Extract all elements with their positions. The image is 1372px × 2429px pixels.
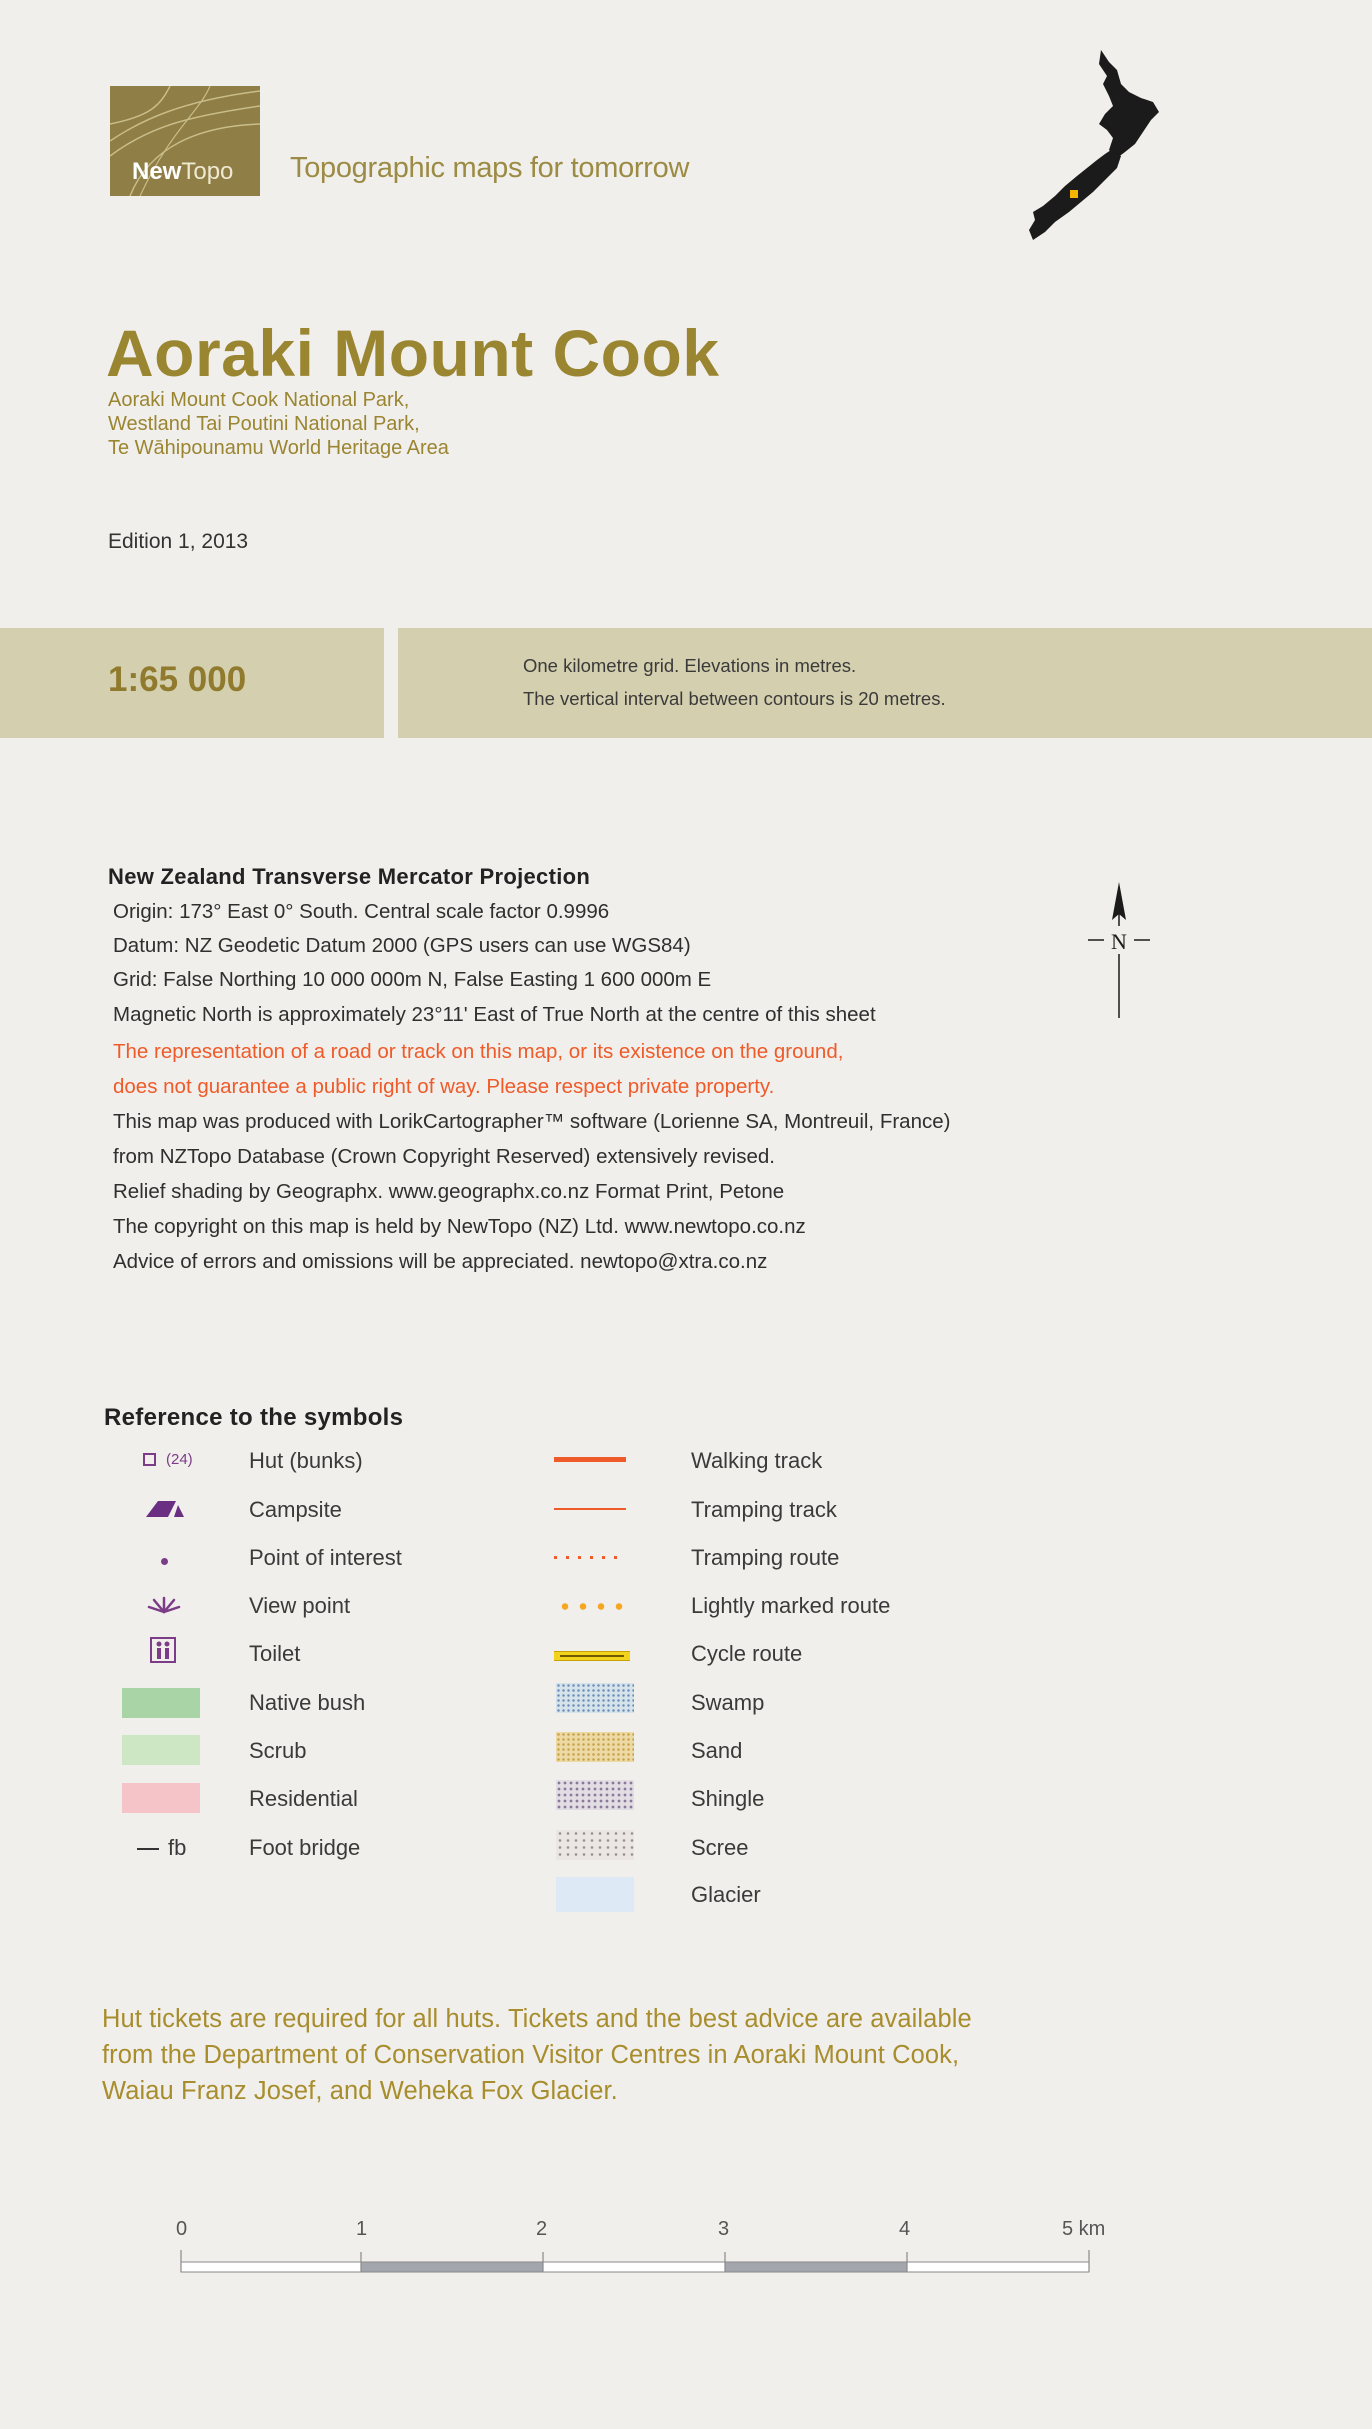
legend-label: Scrub [249, 1738, 307, 1763]
projection-line: Magnetic North is approximately 23°11' East of True North at the centre of this sheet [113, 1003, 876, 1026]
legend-label: Hut (bunks) [249, 1448, 363, 1473]
credit-line: This map was produced with LorikCartographer™ software (Lorienne SA, Montreuil, France) [113, 1110, 951, 1133]
subtitle-line: Westland Tai Poutini National Park, [108, 413, 420, 435]
sand-swatch [556, 1732, 634, 1762]
edition-label: Edition 1, 2013 [108, 530, 249, 553]
projection-line: Grid: False Northing 10 000 000m N, False Easting 1 600 000m E [113, 968, 712, 991]
legend-label: Point of interest [249, 1545, 402, 1570]
legend-label: Foot bridge [249, 1835, 361, 1860]
shingle-swatch [556, 1780, 634, 1810]
projection-heading: New Zealand Transverse Mercator Projection [108, 864, 591, 889]
swamp-swatch [556, 1683, 634, 1713]
legend-label: Sand [691, 1738, 743, 1763]
tramping-track-line [554, 1508, 626, 1510]
footbridge-icon [137, 1848, 159, 1850]
legend-label: Native bush [249, 1690, 366, 1715]
credit-line: The copyright on this map is held by NewTopo (NZ) Ltd. www.newtopo.co.nz [113, 1215, 806, 1238]
glacier-swatch [556, 1877, 634, 1912]
legend-label: Campsite [249, 1497, 342, 1522]
tagline: Topographic maps for tomorrow [290, 152, 690, 184]
north-island-shape [1099, 50, 1159, 158]
scalebar-tick-label: 4 [899, 2218, 911, 2240]
hut-ticket-note-line: Waiau Franz Josef, and Weheka Fox Glacier. [102, 2077, 618, 2105]
legend-label: Toilet [249, 1641, 301, 1666]
hut-ticket-note-line: from the Department of Conservation Visitor Centres in Aoraki Mount Cook, [102, 2041, 960, 2069]
legend-label: Scree [691, 1835, 749, 1860]
point-of-interest-icon [161, 1558, 168, 1565]
scale-band-right [398, 628, 1372, 738]
warning-line: The representation of a road or track on this map, or its existence on the ground, [113, 1040, 844, 1063]
legend-label: Residential [249, 1786, 358, 1811]
credit-line: Relief shading by Geographx. www.geographx.co.nz Format Print, Petone [113, 1180, 785, 1203]
distance-scalebar [180, 2250, 1090, 2280]
walking-track-line [554, 1457, 626, 1462]
legend-heading: Reference to the symbols [104, 1404, 404, 1431]
subtitle-line: Aoraki Mount Cook National Park, [108, 389, 410, 411]
projection-line: Origin: 173° East 0° South. Central scale factor 0.9996 [113, 900, 610, 923]
projection-line: Datum: NZ Geodetic Datum 2000 (GPS users can use WGS84) [113, 934, 691, 957]
map-title: Aoraki Mount Cook [106, 316, 720, 390]
contour-info-line: The vertical interval between contours is 20 metres. [523, 688, 946, 709]
legend-label: Tramping track [691, 1497, 837, 1522]
logo-text: NewTopo [132, 158, 234, 185]
footbridge-symbol-label: fb [168, 1835, 187, 1860]
lightly-marked-route-line [556, 1603, 628, 1610]
residential-swatch [122, 1783, 200, 1813]
campsite-icon [144, 1497, 188, 1519]
scalebar-tick-label: 0 [176, 2218, 188, 2240]
legend-label: Cycle route [691, 1641, 803, 1666]
scrub-swatch [122, 1735, 200, 1765]
scalebar-tick-label: 3 [718, 2218, 730, 2240]
map-location-marker [1070, 190, 1078, 198]
newtopo-logo [110, 86, 260, 196]
scalebar-tick-label: 5 km [1062, 2218, 1106, 2240]
scale-ratio: 1:65 000 [108, 660, 247, 699]
toilet-icon [150, 1637, 176, 1663]
hut-ticket-note-line: Hut tickets are required for all huts. Tickets and the best advice are available [102, 2005, 972, 2033]
north-label: N [1111, 929, 1127, 954]
legend-label: Shingle [691, 1786, 765, 1811]
legend-label: Lightly marked route [691, 1593, 891, 1618]
legend-label: Walking track [691, 1448, 823, 1473]
credit-line: from NZTopo Database (Crown Copyright Reserved) extensively revised. [113, 1145, 775, 1168]
new-zealand-locator-map [1025, 40, 1185, 270]
scalebar-tick-label: 1 [356, 2218, 368, 2240]
native-bush-swatch [122, 1688, 200, 1718]
legend-label: Swamp [691, 1690, 765, 1715]
scalebar-tick-label: 2 [536, 2218, 548, 2240]
hut-bunks-count: (24) [166, 1451, 193, 1468]
tramping-route-line [554, 1556, 626, 1559]
scree-swatch [556, 1830, 634, 1860]
cycle-route-line [554, 1651, 630, 1661]
view-point-icon [146, 1594, 182, 1616]
legend-label: Tramping route [691, 1545, 840, 1570]
grid-info-line: One kilometre grid. Elevations in metres. [523, 655, 857, 676]
subtitle-line: Te Wāhipounamu World Heritage Area [108, 437, 449, 459]
north-arrow-icon [1084, 880, 1154, 1020]
legend-label: View point [249, 1593, 351, 1618]
hut-icon [143, 1453, 156, 1466]
warning-line: does not guarantee a public right of way. Please respect private property. [113, 1075, 775, 1098]
legend-label: Glacier [691, 1882, 761, 1907]
credit-line: Advice of errors and omissions will be appreciated. newtopo@xtra.co.nz [113, 1250, 768, 1273]
